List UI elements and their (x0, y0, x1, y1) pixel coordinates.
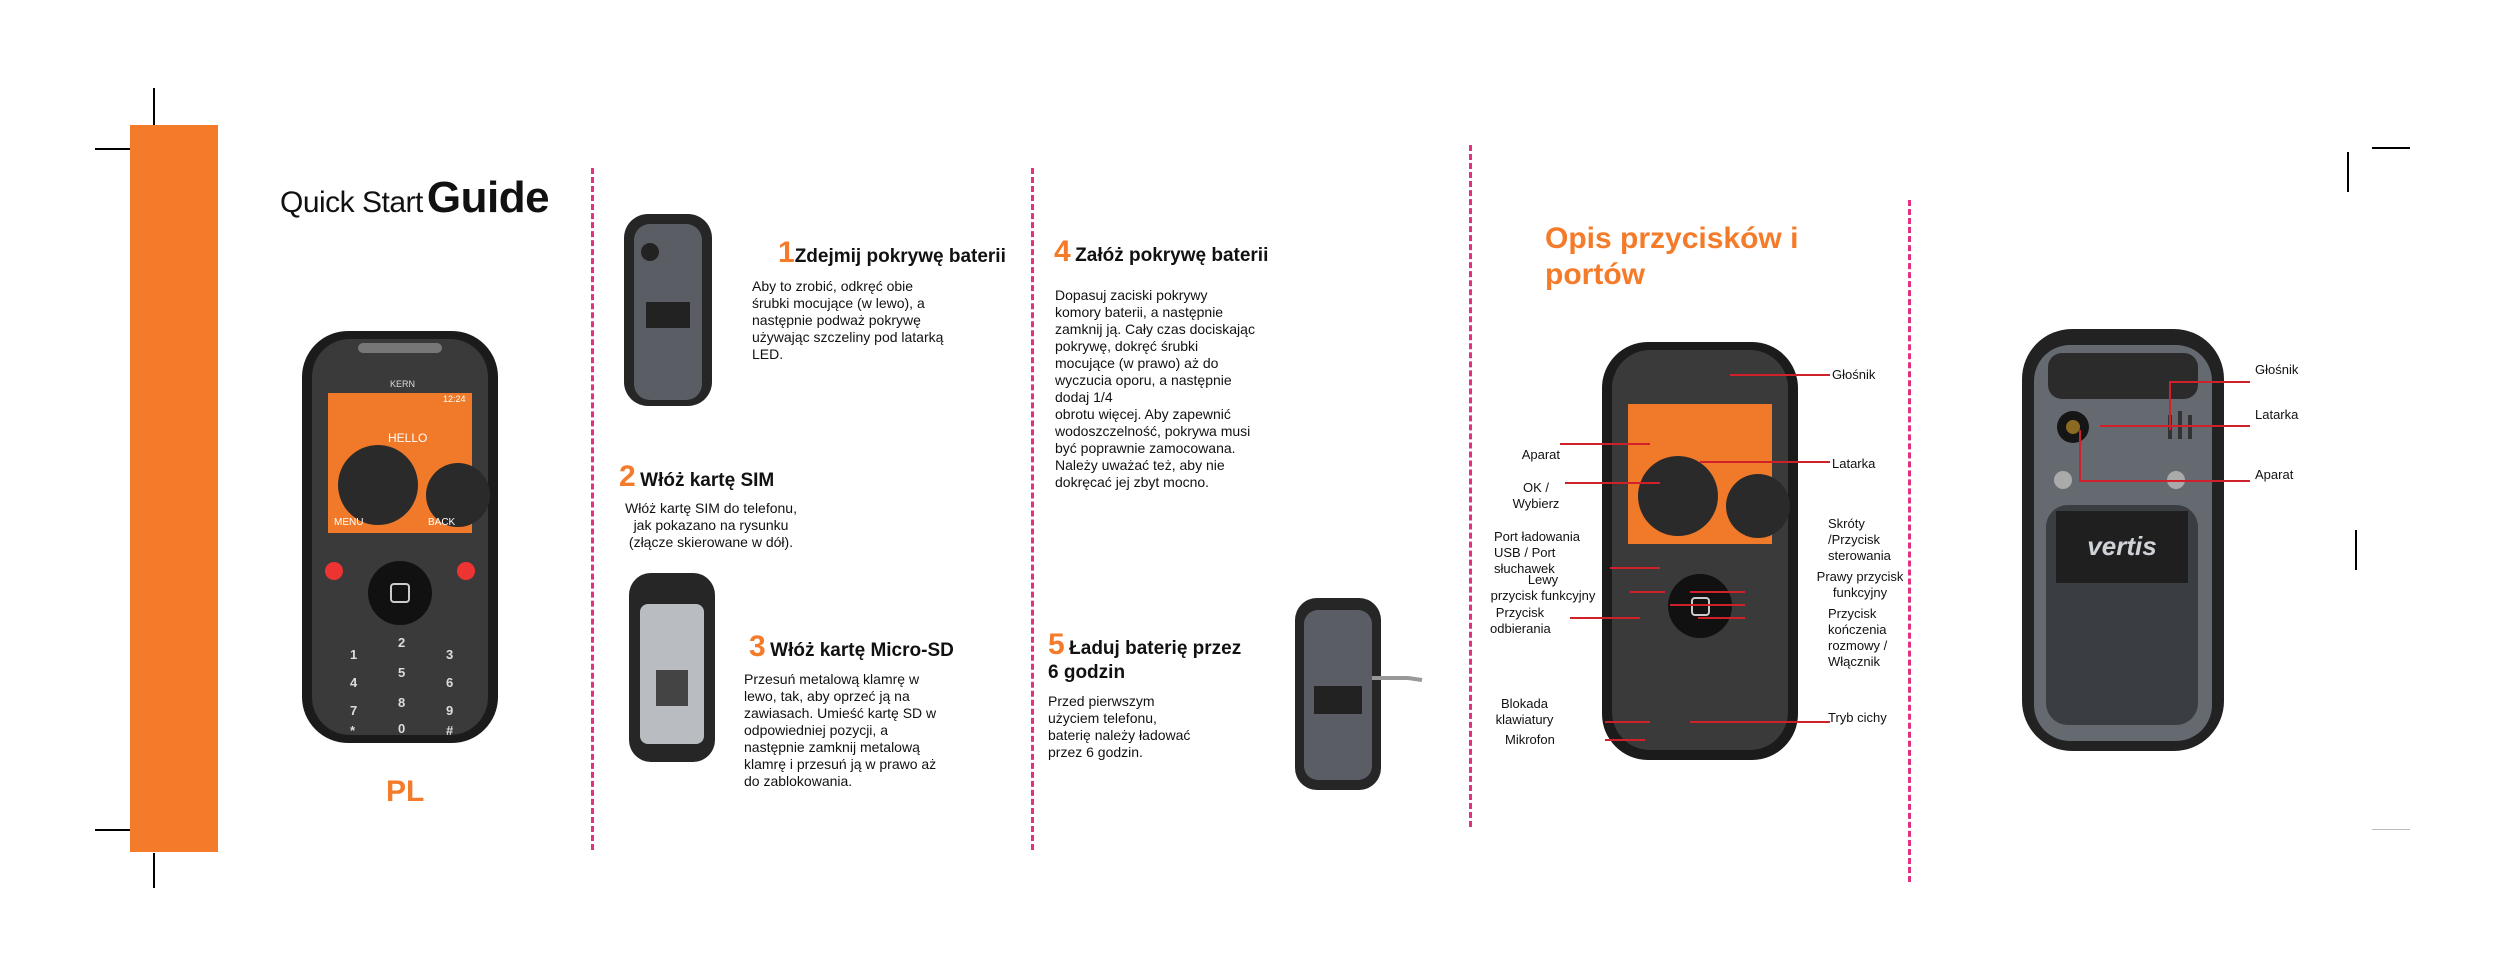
label-shortcuts: Skróty /Przycisk sterowania (1828, 516, 1891, 563)
accent-bar (130, 125, 218, 852)
phone-brand: KERN (390, 379, 416, 389)
back-label-flashlight: Latarka (2255, 407, 2299, 422)
back-label-speaker: Głośnik (2255, 362, 2299, 377)
step-1-heading (778, 236, 1006, 270)
phone-sim-slot-image (626, 570, 718, 765)
softkey-right: BACK (428, 517, 456, 528)
fold-line (1469, 145, 1472, 827)
label-ok-wybierz: OK / Wybierz (1512, 480, 1560, 511)
step-4-title: Załóż pokrywę baterii (1075, 245, 1269, 266)
step-4-text: Dopasuj zaciski pokrywy komory baterii, a następnie zamknij ją. Cały czas dociskając pokrywę, dokręć śrubki mocujące (w prawo) aż do wyczucia oporu, a następnie dodaj 1/4 obrotu więcej. Aby zapewnić wodoszczelność, pokrywa musi być poprawnie zamocowana. Należy uważać też, aby nie dokręcać jej zbyt mocno. (1055, 287, 1255, 490)
quick-start-title (280, 173, 549, 223)
softkey-left: MENU (334, 517, 364, 528)
step-3-text: Przesuń metalową klamrę w lewo, tak, aby oprzeć ją na zawiasach. Umieść kartę SD w odpowiedniej pozycji, a następnie zamknij metalową klamrę i przesuń ją w prawo aż do zablokowania. (744, 671, 937, 789)
phone-front-image (298, 325, 503, 750)
svg-text:2: 2 (398, 635, 406, 650)
phone-back-image-step1 (620, 210, 716, 410)
crop-mark (95, 148, 133, 150)
label-silent-mode: Tryb cichy (1828, 710, 1887, 725)
svg-text:4: 4 (350, 675, 358, 690)
svg-text:*: * (350, 723, 356, 738)
crop-mark (2347, 152, 2349, 192)
label-flashlight: Latarka (1832, 456, 1876, 471)
phone-charging-image (1290, 596, 1425, 792)
label-microphone: Mikrofon (1505, 732, 1555, 747)
step-1-title: Zdejmij pokrywę baterii (794, 246, 1006, 267)
svg-text:1: 1 (350, 647, 358, 662)
crop-mark (2372, 147, 2410, 149)
svg-text:#: # (446, 723, 454, 738)
label-keypad-lock: Blokada klawiatury (1495, 696, 1554, 727)
step-2-number: 2 (619, 460, 636, 493)
step-1-number: 1 (778, 236, 795, 269)
svg-text:8: 8 (398, 695, 406, 710)
step-3-heading (749, 630, 954, 664)
crop-mark (95, 829, 133, 831)
step-4-number: 4 (1054, 235, 1071, 268)
step-5-text: Przed pierwszym użyciem telefonu, baterię należy ładować przez 6 godzin. (1048, 693, 1191, 760)
step-5-heading (1048, 628, 1278, 684)
svg-text:6: 6 (446, 675, 454, 690)
label-usb-port: Port ładowania USB / Port słuchawek (1494, 529, 1580, 576)
step-4-heading (1054, 235, 1268, 269)
label-aparat: Aparat (1521, 447, 1560, 462)
back-callout-lines (2060, 370, 2260, 490)
crop-mark (153, 88, 155, 128)
crop-mark (153, 853, 155, 888)
step-5-title: Ładuj baterię przez 6 godzin (1048, 638, 1242, 683)
crop-mark (2372, 829, 2410, 830)
quick-start-text: Quick Start (280, 186, 423, 219)
step-3-title: Włóż kartę Micro-SD (770, 640, 954, 661)
crop-mark (2355, 530, 2357, 570)
svg-text:5: 5 (398, 665, 406, 680)
step-1-text: Aby to zrobić, odkręć obie śrubki mocujące (w lewo), a następnie podważ pokrywę używając szczeliny pod latarką LED. (752, 278, 944, 362)
step-2-text: Włóż kartę SIM do telefonu, jak pokazano na rysunku (złącze skierowane w dół). (625, 500, 797, 550)
screen-time: 12:24 (443, 394, 466, 404)
back-label-camera: Aparat (2255, 467, 2294, 482)
svg-text:9: 9 (446, 703, 454, 718)
step-2-heading (619, 460, 774, 494)
buttons-section-title: Opis przycisków i portów (1545, 222, 1799, 291)
label-right-soft-key: Prawy przycisk funkcyjny (1816, 569, 1904, 600)
label-speaker: Głośnik (1832, 367, 1876, 382)
svg-text:3: 3 (446, 647, 454, 662)
language-label: PL (386, 775, 425, 808)
fold-line (1031, 168, 1034, 850)
label-end-call: Przycisk kończenia rozmowy / Włącznik (1828, 606, 1888, 669)
screen-greeting: HELLO (388, 431, 428, 445)
label-left-soft-key: Lewy przycisk funkcyjny (1490, 572, 1596, 603)
svg-text:7: 7 (350, 703, 358, 718)
step-3-number: 3 (749, 630, 766, 663)
vertis-logo: vertis (2087, 531, 2157, 561)
label-call-button: Przycisk odbierania (1490, 605, 1551, 636)
step-2-title: Włóż kartę SIM (640, 470, 775, 491)
svg-text:0: 0 (398, 721, 406, 736)
fold-line (591, 168, 594, 850)
step-5-number: 5 (1048, 628, 1065, 661)
guide-text: Guide (426, 173, 550, 222)
